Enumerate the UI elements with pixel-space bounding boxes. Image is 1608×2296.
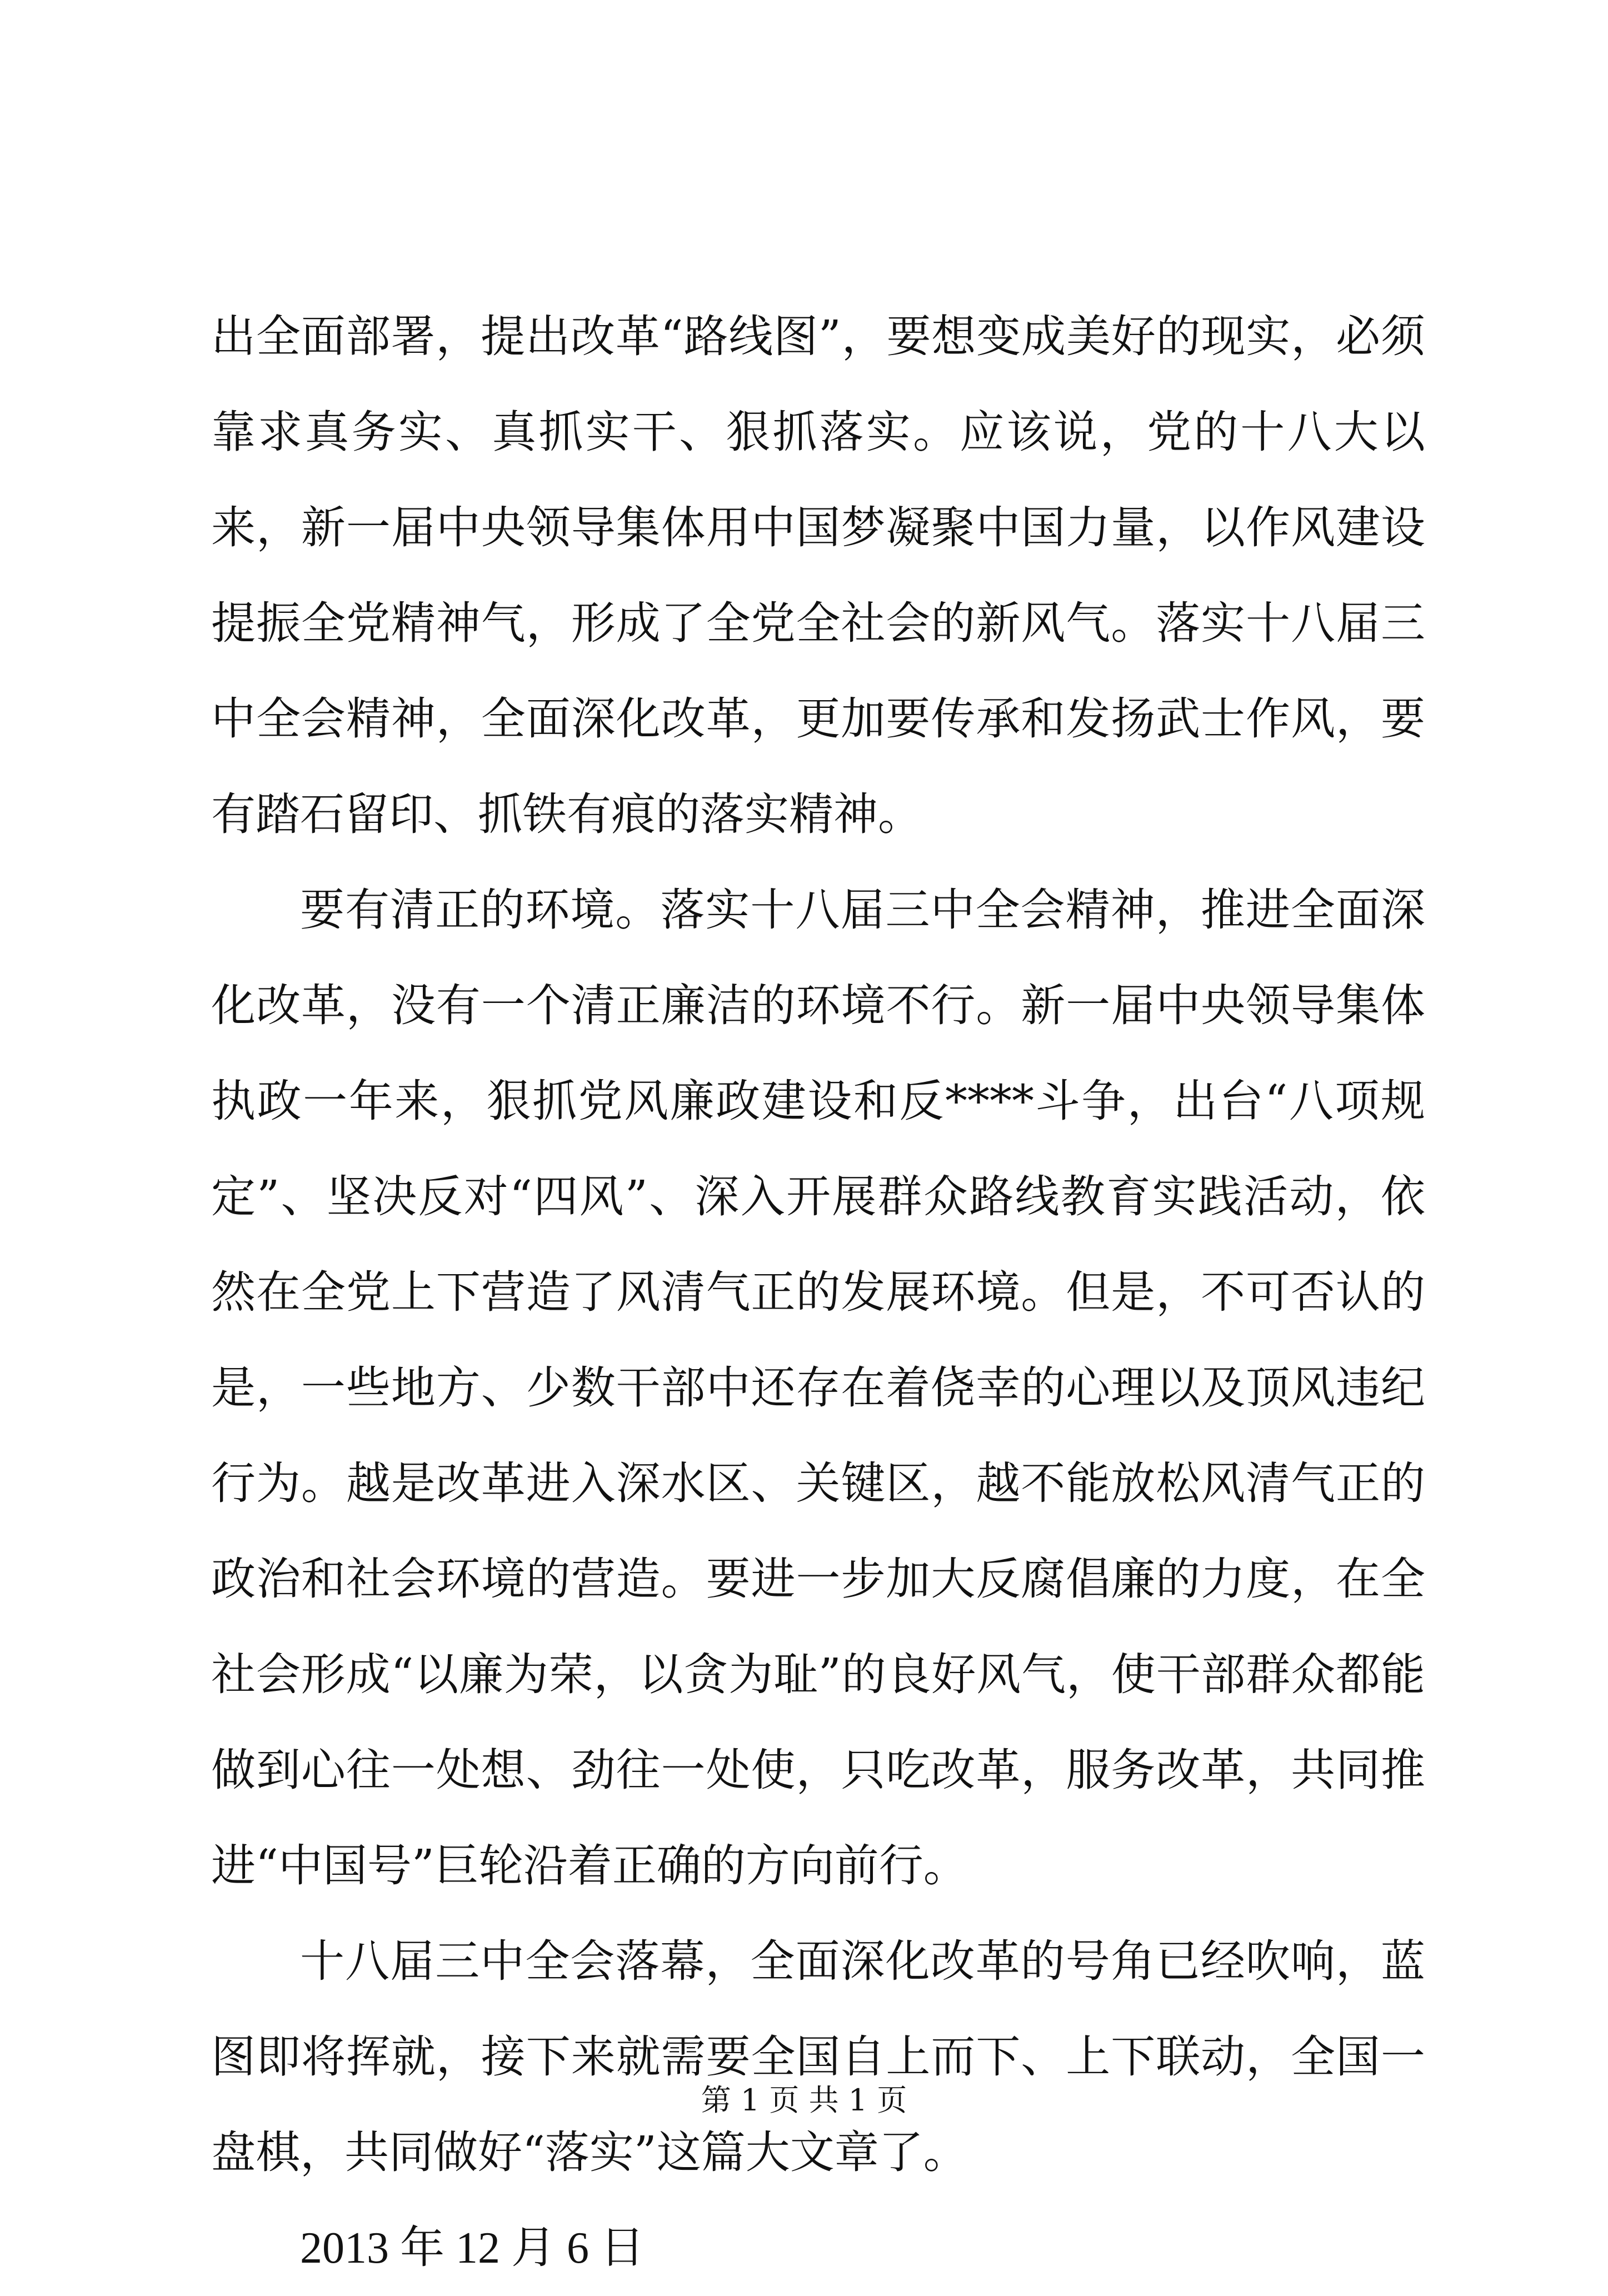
page-footer: [0, 2081, 1608, 2120]
paragraph-3: 十八届三中全会落幕，全面深化改革的号角已经吹响，蓝图即将挥就，接下来就需要全国自上而下、上下联动，全国一盘棋，共同做好“落实”这篇大文章了。: [211, 1935, 1425, 2178]
paragraph-1: 出全面部署，提出改革“路线图”，要想变成美好的现实，必须靠求真务实、真抓实干、狠抓落实。应该说，党的十八大以来，新一届中央领导集体用中国梦凝聚中国力量，以作风建设提振全党精神气，形成了全党全社会的新风气。落实十八届三中全会精神，全面深化改革，更加要传承和发扬武士作风，要有踏石留印、抓铁有痕的落实精神。: [211, 311, 1425, 840]
page-number-indicator: 第 1 页 共 1 页: [701, 2083, 907, 2118]
paragraph-2: 要有清正的环境。落实十八届三中全会精神，推进全面深化改革，没有一个清正廉洁的环境不行。新一届中央领导集体执政一年来，狠抓党风廉政建设和反****斗争，出台“八项规定”、坚决反对“四风”、深入开展群众路线教育实践活动，依然在全党上下营造了风清气正的发展环境。但是，不可否认的是，一些地方、少数干部中还存在着侥幸的心理以及顶风违纪行为。越是改革进入深水区、关键区，越不能放松风清气正的政治和社会环境的营造。要进一步加大反腐倡廉的力度，在全社会形成“以廉为荣，以贪为耻”的良好风气，使干部群众都能做到心往一处想、劲往一处使，只吃改革，服务改革，共同推进“中国号”巨轮沿着正确的方向前行。: [211, 884, 1425, 1891]
document-body: [211, 289, 1425, 2296]
document-date: 2013 年 12 月 6 日: [300, 2224, 645, 2273]
